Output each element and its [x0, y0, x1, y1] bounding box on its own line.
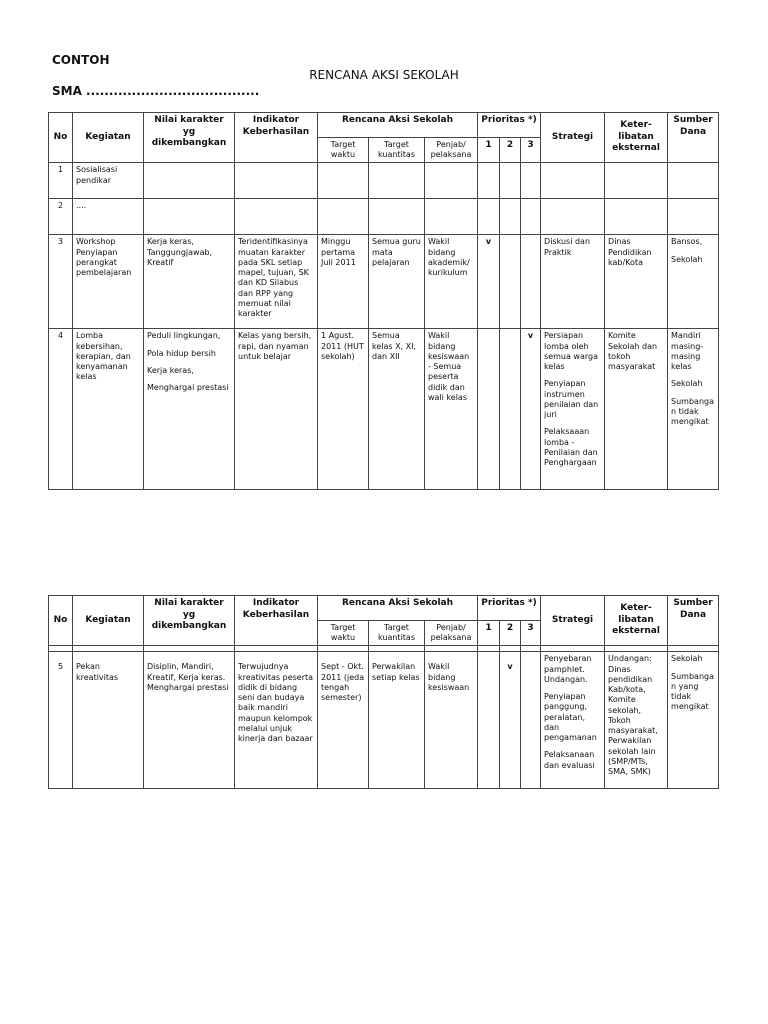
- cell-prioritas-2: [500, 329, 521, 490]
- header-keterlibatan: Keter-libatan eksternal: [605, 113, 668, 163]
- cell-no: 5: [49, 652, 73, 789]
- table-row: [49, 329, 719, 490]
- cell-strategi: Penyebaran pamphlet. Undangan. Penyiapan panggung, peralatan, dan pengamanan Pelaksanaan dan evaluasi: [541, 652, 605, 789]
- cell-prioritas-1: v: [478, 235, 500, 329]
- table-row: [49, 163, 719, 199]
- cell-strategi: Diskusi dan Praktik: [541, 235, 605, 329]
- header-prioritas-1: 1: [478, 621, 500, 646]
- cell-indikator: Teridentifikasinya muatan karakter pada SKL setiap mapel, tujuan, SK dan KD Silabus dan RPP yang memuat nilai karakter: [235, 235, 318, 329]
- header-prioritas: Prioritas *): [478, 113, 541, 138]
- cell-penjab: Wakil bidang kesiswaan - Semua peserta didik dan wali kelas: [425, 329, 478, 490]
- header-prioritas-2: 2: [500, 621, 521, 646]
- header-no: No: [49, 113, 73, 163]
- header-prioritas-1: 1: [478, 138, 500, 163]
- cell-sumber: Sekolah Sumbangan yang tidak mengikat: [668, 652, 719, 789]
- cell-kegiatan: Lomba kebersihan, kerapian, dan kenyamanan kelas: [73, 329, 144, 490]
- header-target-waktu: Target waktu: [318, 621, 369, 646]
- cell-keterlibatan: Dinas Pendidikan kab/Kota: [605, 235, 668, 329]
- header-prioritas-2: 2: [500, 138, 521, 163]
- cell-kegiatan: ....: [73, 199, 144, 235]
- header-rencana: Rencana Aksi Sekolah: [318, 113, 478, 138]
- header-target-kuantitas: Target kuantitas: [369, 138, 425, 163]
- cell-prioritas-3: v: [521, 329, 541, 490]
- cell-nilai: Kerja keras, Tanggungjawab, Kreatif: [144, 235, 235, 329]
- cell-indikator: Terwujudnya kreativitas peserta didik di bidang seni dan budaya baik mandiri maupun kelompok melalui unjuk kinerja dan bazaar: [235, 652, 318, 789]
- header-sumber: Sumber Dana: [668, 596, 719, 646]
- header-penjab: Penjab/ pelaksana: [425, 621, 478, 646]
- cell-kegiatan: Pekan kreativitas: [73, 652, 144, 789]
- cell-prioritas-3: [521, 652, 541, 789]
- document-title: RENCANA AKSI SEKOLAH: [309, 68, 459, 82]
- cell-kegiatan: Sosialisasi pendikar: [73, 163, 144, 199]
- cell-penjab: Wakil bidang kesiswaan: [425, 652, 478, 789]
- cell-no: 2: [49, 199, 73, 235]
- header-sumber: Sumber Dana: [668, 113, 719, 163]
- header-target-waktu: Target waktu: [318, 138, 369, 163]
- contoh-label: CONTOH: [52, 53, 110, 67]
- cell-prioritas-1: [478, 329, 500, 490]
- cell-penjab: Wakil bidang akademik/ kurikulum: [425, 235, 478, 329]
- sma-label: SMA ......................................: [52, 84, 260, 98]
- cell-kegiatan: Workshop Penyiapan perangkat pembelajaran: [73, 235, 144, 329]
- cell-target-waktu: 1 Agust. 2011 (HUT sekolah): [318, 329, 369, 490]
- cell-target-kuantitas: Semua kelas X, XI, dan XII: [369, 329, 425, 490]
- header-keterlibatan: Keter-libatan eksternal: [605, 596, 668, 646]
- header-strategi: Strategi: [541, 596, 605, 646]
- header-nilai: Nilai karakter yg dikembangkan: [144, 113, 235, 163]
- header-prioritas: Prioritas *): [478, 596, 541, 621]
- cell-nilai: Disiplin, Mandiri, Kreatif, Kerja keras. Menghargai prestasi: [144, 652, 235, 789]
- cell-sumber: Bansos, Sekolah: [668, 235, 719, 329]
- cell-nilai: Peduli lingkungan, Pola hidup bersih Kerja keras, Menghargai prestasi: [144, 329, 235, 490]
- header-indikator: Indikator Keberhasilan: [235, 113, 318, 163]
- cell-target-kuantitas: Perwakilan setiap kelas: [369, 652, 425, 789]
- cell-no: 4: [49, 329, 73, 490]
- header-strategi: Strategi: [541, 113, 605, 163]
- cell-sumber: Mandiri masing-masing kelas Sekolah Sumbangan tidak mengikat: [668, 329, 719, 490]
- cell-indikator: Kelas yang bersih, rapi, dan nyaman untuk belajar: [235, 329, 318, 490]
- action-plan-table-2: [48, 595, 719, 789]
- cell-prioritas-2: [500, 235, 521, 329]
- header-prioritas-3: 3: [521, 621, 541, 646]
- cell-target-kuantitas: Semua guru mata pelajaran: [369, 235, 425, 329]
- cell-strategi: Persiapan lomba oleh semua warga kelas Penyiapan instrumen penilaian dan juri Pelaksaaan lomba -Penilaian dan Penghargaan: [541, 329, 605, 490]
- header-prioritas-3: 3: [521, 138, 541, 163]
- cell-prioritas-3: [521, 235, 541, 329]
- cell-no: 3: [49, 235, 73, 329]
- cell-no: 1: [49, 163, 73, 199]
- cell-keterlibatan: Komite Sekolah dan tokoh masyarakat: [605, 329, 668, 490]
- action-plan-table-1: [48, 112, 719, 490]
- header-rencana: Rencana Aksi Sekolah: [318, 596, 478, 621]
- cell-prioritas-2: v: [500, 652, 521, 789]
- header-no: No: [49, 596, 73, 646]
- cell-prioritas-1: [478, 652, 500, 789]
- header-kegiatan: Kegiatan: [73, 596, 144, 646]
- cell-keterlibatan: Undangan: Dinas pendidikan Kab/kota, Komite sekolah, Tokoh masyarakat, Perwakilan sekolah lain (SMP/MTs, SMA, SMK): [605, 652, 668, 789]
- cell-target-waktu: Minggu pertama Juli 2011: [318, 235, 369, 329]
- cell-target-waktu: Sept - Okt. 2011 (jeda tengah semester): [318, 652, 369, 789]
- header-nilai: Nilai karakter yg dikembangkan: [144, 596, 235, 646]
- header-kegiatan: Kegiatan: [73, 113, 144, 163]
- header-indikator: Indikator Keberhasilan: [235, 596, 318, 646]
- table-row: [49, 235, 719, 329]
- header-target-kuantitas: Target kuantitas: [369, 621, 425, 646]
- header-penjab: Penjab/ pelaksana: [425, 138, 478, 163]
- table-row: [49, 652, 719, 789]
- table-row: [49, 199, 719, 235]
